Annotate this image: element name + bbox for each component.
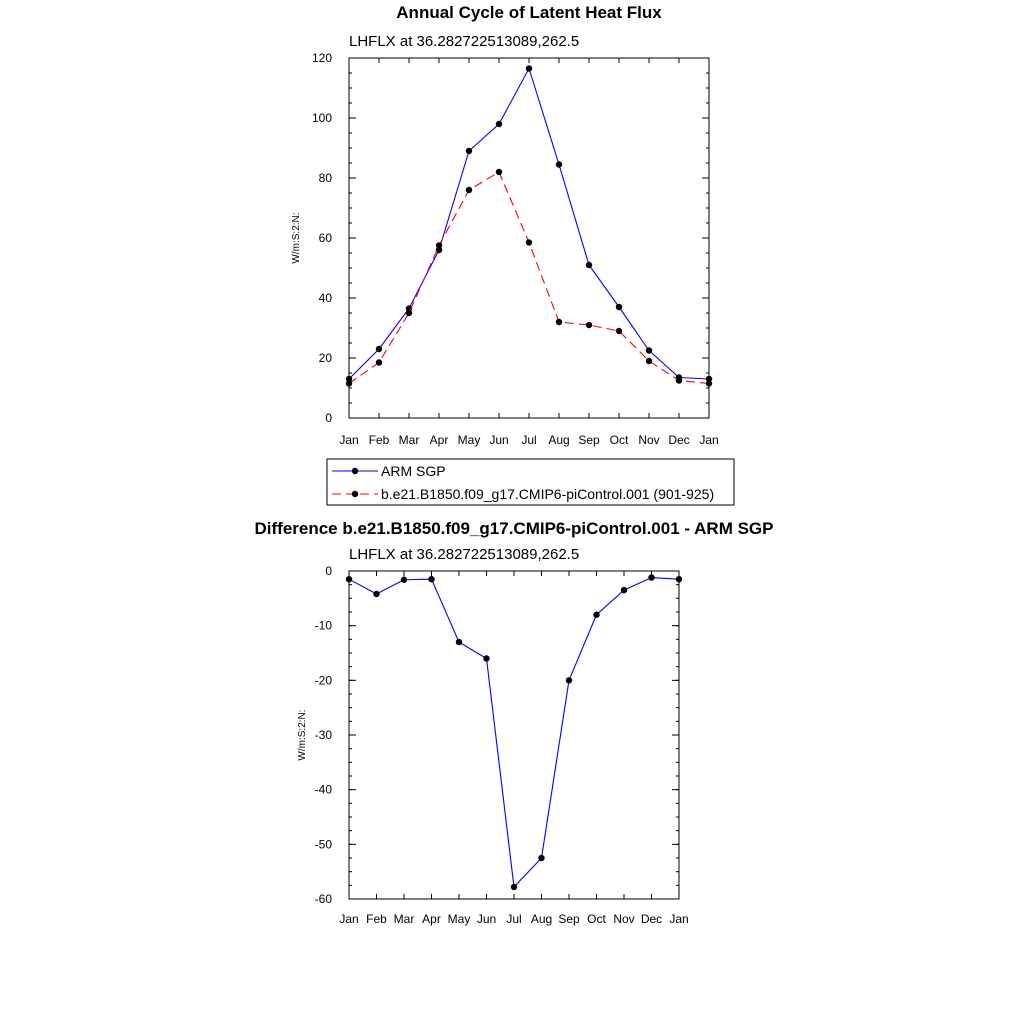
- bottom-x-tick-label: Sep: [558, 912, 580, 926]
- bottom-series-0-point: [373, 591, 379, 597]
- top-y-tick-label: 120: [311, 51, 332, 65]
- bottom-series-0-point: [648, 574, 654, 580]
- bottom-y-tick-label: -60: [314, 892, 332, 906]
- top-x-tick-label: Aug: [548, 433, 570, 447]
- top-series-1-point: [556, 319, 562, 325]
- top-series-0-point: [616, 304, 622, 310]
- bottom-y-tick-label: 0: [325, 564, 332, 578]
- bottom-x-tick-label: Apr: [422, 912, 441, 926]
- bottom-x-tick-label: Oct: [587, 912, 606, 926]
- top-x-tick-label: Jan: [339, 433, 359, 447]
- bottom-x-tick-label: Aug: [530, 912, 553, 926]
- top-series-0-point: [646, 347, 652, 353]
- bottom-y-tick-label: -50: [314, 837, 332, 852]
- top-y-tick-label: 60: [318, 231, 332, 245]
- top-series-1-point: [616, 328, 622, 334]
- top-x-tick-label: Mar: [398, 433, 420, 447]
- bottom-series-0-point: [566, 677, 572, 683]
- top-series-1-point: [676, 377, 682, 383]
- top-axis-ticks: [312, 51, 719, 447]
- bottom-y-tick-label: -40: [314, 782, 332, 797]
- bottom-x-tick-label: Feb: [366, 912, 387, 926]
- bottom-x-tick-label: Jul: [506, 912, 522, 926]
- bottom-y-tick-label: -20: [314, 673, 332, 688]
- top-y-tick-label: 100: [311, 111, 332, 125]
- top-series-0-point: [586, 262, 592, 268]
- top-series-1-point: [526, 239, 532, 245]
- difference-panel: [255, 519, 774, 926]
- top-x-tick-label: Jul: [521, 433, 537, 447]
- bottom-series-0-point: [511, 884, 517, 890]
- legend-label-arm-sgp: ARM SGP: [381, 463, 446, 479]
- bottom-x-tick-label: Jan: [669, 912, 689, 926]
- bottom-y-tick-label: -30: [314, 728, 332, 742]
- legend-marker-arm-sgp: [352, 468, 358, 474]
- top-series-1-point: [466, 187, 472, 193]
- legend-entry-arm-sgp: [332, 463, 446, 479]
- legend-label-model: b.e21.B1850.f09_g17.CMIP6-piControl.001 (901-925): [381, 486, 715, 502]
- bottom-x-tick-label: Jun: [476, 912, 497, 926]
- bottom-series-0-point: [401, 577, 407, 583]
- bottom-series-0-point: [483, 655, 489, 661]
- top-x-tick-label: Apr: [429, 433, 449, 447]
- bottom-x-tick-label: Jan: [339, 912, 359, 926]
- bottom-series-0-point: [621, 587, 627, 593]
- chart-subtitle: LHFLX at 36.282722513089,262.5: [349, 33, 580, 50]
- top-x-tick-label: Sep: [578, 433, 600, 447]
- top-series-1-point: [376, 359, 382, 365]
- top-series-1-point: [646, 358, 652, 364]
- top-x-tick-label: Dec: [668, 433, 690, 447]
- top-series-0-point: [556, 161, 562, 167]
- bottom-axis-ticks: [315, 564, 689, 926]
- bottom-series-0-point: [593, 612, 599, 618]
- bottom-series-0-point: [428, 576, 434, 582]
- top-series-1-point: [586, 322, 592, 328]
- top-y-tick-label: 0: [325, 411, 332, 425]
- difference-title: Difference b.e21.B1850.f09_g17.CMIP6-piControl.001 - ARM SGP: [254, 519, 774, 538]
- top-y-tick-label: 20: [318, 351, 332, 365]
- legend-marker-model: [352, 491, 358, 497]
- top-series-line-0: [349, 69, 709, 380]
- bottom-x-tick-label: Mar: [393, 912, 415, 926]
- bottom-x-tick-label: May: [447, 912, 471, 926]
- top-x-tick-label: Feb: [368, 433, 390, 447]
- top-x-tick-label: Jan: [699, 433, 719, 447]
- bottom-y-tick-label: -10: [314, 618, 332, 633]
- top-x-tick-label: Jun: [489, 433, 509, 447]
- legend-entry-model: [332, 486, 714, 502]
- top-x-tick-label: Oct: [609, 433, 629, 447]
- bottom-series-line-0: [349, 578, 679, 887]
- bottom-series-0-point: [456, 639, 462, 645]
- legend: [327, 459, 734, 505]
- top-y-tick-label: 40: [318, 291, 332, 305]
- bottom-x-tick-label: Dec: [640, 912, 663, 926]
- top-series-1-point: [496, 169, 502, 175]
- annual-cycle-panel: [291, 3, 719, 447]
- bottom-plot-frame: [349, 571, 679, 899]
- top-plot-frame: [349, 58, 709, 418]
- chart-title: Annual Cycle of Latent Heat Flux: [396, 3, 662, 22]
- y-axis-label: W/m:S:2:N:: [291, 212, 302, 264]
- difference-subtitle: LHFLX at 36.282722513089,262.5: [349, 546, 580, 563]
- top-x-tick-label: May: [457, 433, 481, 447]
- bottom-series-group: [346, 574, 682, 890]
- top-series-0-point: [376, 346, 382, 352]
- top-series-group: [346, 65, 712, 386]
- bottom-x-tick-label: Nov: [613, 912, 635, 926]
- top-series-line-1: [349, 172, 709, 384]
- top-series-1-point: [406, 310, 412, 316]
- top-series-0-point: [526, 65, 532, 71]
- top-series-1-point: [436, 242, 442, 248]
- top-series-0-point: [496, 121, 502, 127]
- top-series-0-point: [466, 148, 472, 154]
- difference-y-axis-label: W/m:S:2:N:: [297, 709, 308, 761]
- bottom-series-0-point: [538, 855, 544, 861]
- top-y-tick-label: 80: [318, 171, 332, 185]
- top-x-tick-label: Nov: [638, 433, 660, 447]
